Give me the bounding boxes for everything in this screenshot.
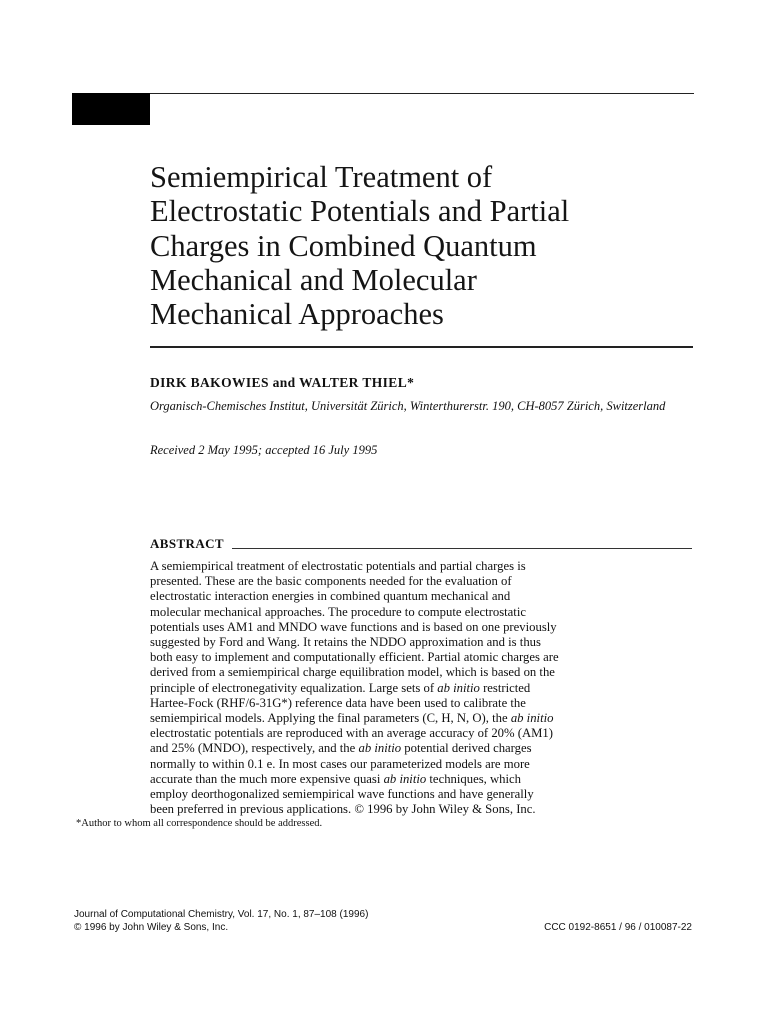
abstract-line: semiempirical models. Applying the final parameters (C, H, N, O), the ab initio xyxy=(150,711,554,726)
abstract-line: both easy to implement and computationally efficient. Partial atomic charges are xyxy=(150,650,559,665)
abstract-line: potentials uses AM1 and MNDO wave functions and is based on one previously xyxy=(150,619,557,634)
ccc-code: CCC 0192-8651 / 96 / 010087-22 xyxy=(544,922,692,933)
title-line: Electrostatic Potentials and Partial xyxy=(150,194,570,229)
abstract-line: and 25% (MNDO), respectively, and the ab initio potential derived charges xyxy=(150,741,532,756)
title-line: Semiempirical Treatment of xyxy=(150,160,493,194)
journal-citation xyxy=(74,908,368,934)
header-black-tab xyxy=(72,93,150,125)
abstract-line: normally to within 0.1 e. In most cases our parameterized models are more xyxy=(150,756,530,771)
title-rule xyxy=(150,346,693,348)
abstract-body xyxy=(150,559,698,817)
authors: DIRK BAKOWIES and WALTER THIEL* xyxy=(150,375,415,390)
article-title xyxy=(150,160,690,331)
abstract-line: electrostatic potentials are reproduced with an average accuracy of 20% (AM1) xyxy=(150,726,553,741)
affiliation: Organisch-Chemisches Institut, Universität Zürich, Winterthurerstr. 190, CH-8057 Zürich, Switzerland xyxy=(150,399,666,413)
received-dates: Received 2 May 1995; accepted 16 July 1995 xyxy=(150,443,378,457)
abstract-line: A semiempirical treatment of electrostatic potentials and partial charges is xyxy=(150,559,526,573)
abstract-line: molecular mechanical approaches. The procedure to compute electrostatic xyxy=(150,604,526,619)
title-line: Mechanical Approaches xyxy=(150,297,444,332)
abstract-line: principle of electronegativity equalization. Large sets of ab initio restricted xyxy=(150,680,531,695)
abstract-line: presented. These are the basic components needed for the evaluation of xyxy=(150,574,512,589)
top-rule xyxy=(72,93,694,94)
abstract-line: suggested by Ford and Wang. It retains the NDDO approximation and is thus xyxy=(150,635,541,650)
title-line: Charges in Combined Quantum xyxy=(150,228,537,263)
abstract-line: accurate than the much more expensive quasi ab initio techniques, which xyxy=(150,771,522,786)
journal-line: Journal of Computational Chemistry, Vol. 17, No. 1, 87–108 (1996) xyxy=(74,909,369,920)
abstract-line: been preferred in previous applications. © 1996 by John Wiley & Sons, Inc. xyxy=(150,802,536,817)
abstract-line: electrostatic interaction energies in combined quantum mechanical and xyxy=(150,589,511,604)
journal-copyright: © 1996 by John Wiley & Sons, Inc. xyxy=(74,922,229,933)
abstract-line: employ deorthogonalized semiempirical wave functions and have generally xyxy=(150,787,534,802)
abstract-rule xyxy=(232,548,692,549)
abstract-heading: ABSTRACT xyxy=(150,536,224,551)
abstract-line: Hartee-Fock (RHF/6-31G*) reference data have been used to calibrate the xyxy=(150,695,526,710)
abstract-line: derived from a semiempirical charge equilibration model, which is based on the xyxy=(150,665,555,680)
author-footnote: *Author to whom all correspondence should be addressed. xyxy=(76,818,323,829)
title-line: Mechanical and Molecular xyxy=(150,262,477,297)
